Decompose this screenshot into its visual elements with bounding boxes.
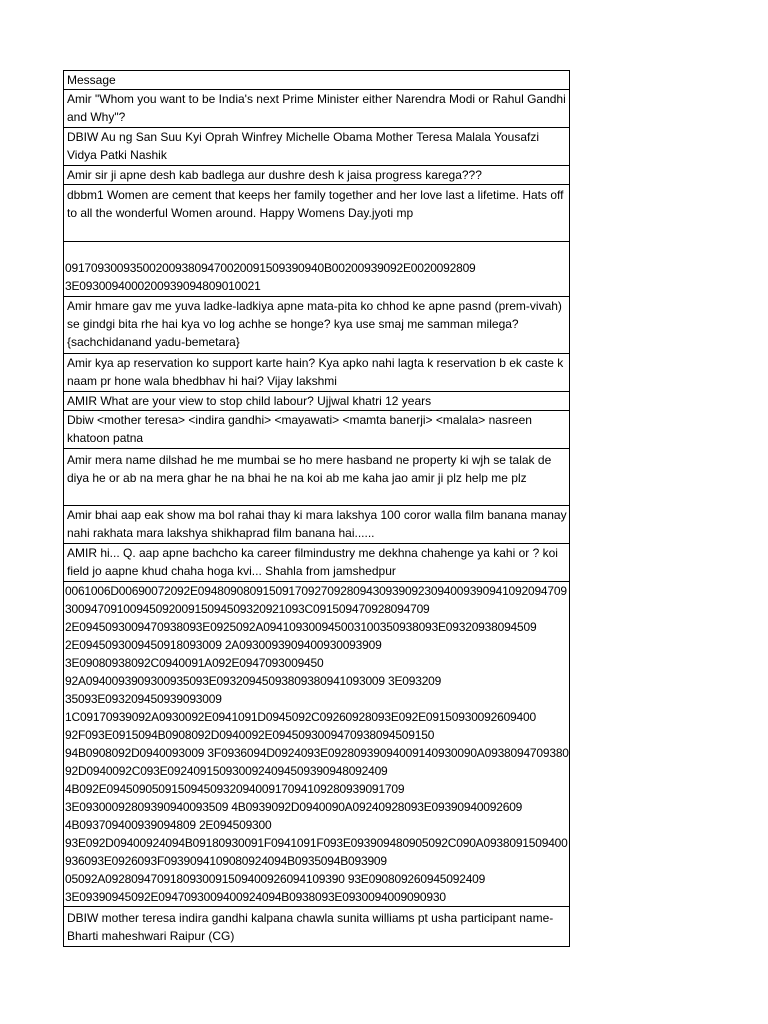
message-text: Amir "Whom you want to be India's next Prime Minister either Narendra Modi or Rahul Gandhi and Why"? <box>67 92 566 124</box>
message-text: DBIW Au ng San Suu Kyi Oprah Winfrey Michelle Obama Mother Teresa Malala Yousafzi Vidya Patki Nashik <box>67 130 540 162</box>
message-cell[interactable] <box>64 166 570 185</box>
table-row <box>64 185 570 242</box>
message-text: Amir sir ji apne desh kab badlega aur dushre desh k jaisa progress karega??? <box>67 168 482 182</box>
header-cell[interactable] <box>64 71 570 90</box>
message-cell[interactable] <box>64 128 570 166</box>
message-cell[interactable] <box>64 242 570 297</box>
message-cell[interactable] <box>64 582 570 907</box>
message-text: Amir bhai aap eak show ma bol rahai thay ki mara lakshya 100 coror walla film banana manay nahi rakhata mara lakshya shikhaprad film banana hai...... <box>67 508 567 540</box>
table-row <box>64 506 570 544</box>
table-row <box>64 242 570 297</box>
message-text: Dbiw <mother teresa> <indira gandhi> <mayawati> <mamta banerji> <malala> nasreen khatoon patna <box>67 413 532 445</box>
message-text: DBIW mother teresa indira gandhi kalpana chawla sunita williams pt usha participant name-Bharti maheshwari Raipur (CG) <box>67 911 554 943</box>
table-row <box>64 128 570 166</box>
table-row <box>64 907 570 947</box>
message-text: dbbm1 Women are cement that keeps her family together and her love last a lifetime. Hats off to all the wonderful Women around. Happy Womens Day.jyoti mp <box>67 188 564 220</box>
message-text: Amir mera name dilshad he me mumbai se ho mere hasband ne property ki wjh se talak de diya he or ab na mera ghar he na bhai he na koi ab me kaha jao amir ji plz help me plz <box>67 453 552 485</box>
table-row <box>64 411 570 449</box>
message-cell[interactable] <box>64 506 570 544</box>
message-table <box>63 70 570 947</box>
message-cell[interactable] <box>64 449 570 506</box>
table-row <box>64 449 570 506</box>
message-text: AMIR hi... Q. aap apne bachcho ka career filmindustry me dekhna chahenge ya kahi or ? koi field jo aapne khud chaha hoga kvi... Shahla from jamshedpur <box>67 546 558 578</box>
table-row <box>64 544 570 582</box>
message-cell[interactable] <box>64 411 570 449</box>
message-cell[interactable] <box>64 90 570 128</box>
header-text: Message <box>67 73 116 87</box>
message-cell[interactable] <box>64 544 570 582</box>
message-text: 0917093009350020093809470020091509390940B00200939092E0020092809 3E0930094000200939094809010021 <box>65 261 476 293</box>
table-row <box>64 90 570 128</box>
message-cell[interactable] <box>64 297 570 354</box>
table-row <box>64 392 570 411</box>
table-row <box>64 582 570 907</box>
message-text: 0061006D00690072092E0948090809150917092709280943093909230940093909410920947093009470910094509200915094509320921093C091509470928094709 2E0945093009470938093E0925092A094109300945003100350938093E09320938094509 2E0945093009450918093009 2A0930093909400930093909 3E09080938092C0940091A092E0947093009450 92A0940093909300935093E09320945093809380941093009 3E093209 35093E093209450939093009 1C09170939092A0930092E0941091D0945092C09260928093E092E09150930092609400 92F093E0915094B0908092D0940092E0945093009470938094509150 94B0908092D0940093009 3F0936094D0924093E09280939094009140930090A0938094709380 92D0940092C093E0924091509300924094509390948092409 4B092E0945090509150945093209400917094109280939091709 3E09300092809390940093509 4B0939092D0940090A09240928093E09390940092609 4B093709400939094809 2E094509300 93E092D09400924094B09180930091F0941091F093E093909480905092C090A0938091509400936093E0926093F0939094109080924094B0935094B093909 05092A0928094709180930091509400926094109390 93E090809260945092409 3E09390945092E0947093009400924094B0938093E0930094009090930 <box>65 584 569 904</box>
message-text: Amir kya ap reservation ko support karte hain? Kya apko nahi lagta k reservation b ek caste k naam pr hone wala bhedbhav hi hai? Vijay lakshmi <box>67 356 564 388</box>
table-row <box>64 354 570 392</box>
message-cell[interactable] <box>64 185 570 242</box>
message-cell[interactable] <box>64 354 570 392</box>
table-row <box>64 297 570 354</box>
message-cell[interactable] <box>64 907 570 947</box>
table-row <box>64 166 570 185</box>
message-text: Amir hmare gav me yuva ladke-ladkiya apne mata-pita ko chhod ke apne pasnd (prem-vivah) se gindgi bita rhe hai kya vo log achhe se honge? kya use smaj me samman milega? {sachchidanand yadu-bemetara} <box>67 299 562 349</box>
message-text: AMIR What are your view to stop child labour? Ujjwal khatri 12 years <box>67 394 432 408</box>
message-cell[interactable] <box>64 392 570 411</box>
header-row <box>64 71 570 90</box>
spreadsheet <box>63 70 570 947</box>
